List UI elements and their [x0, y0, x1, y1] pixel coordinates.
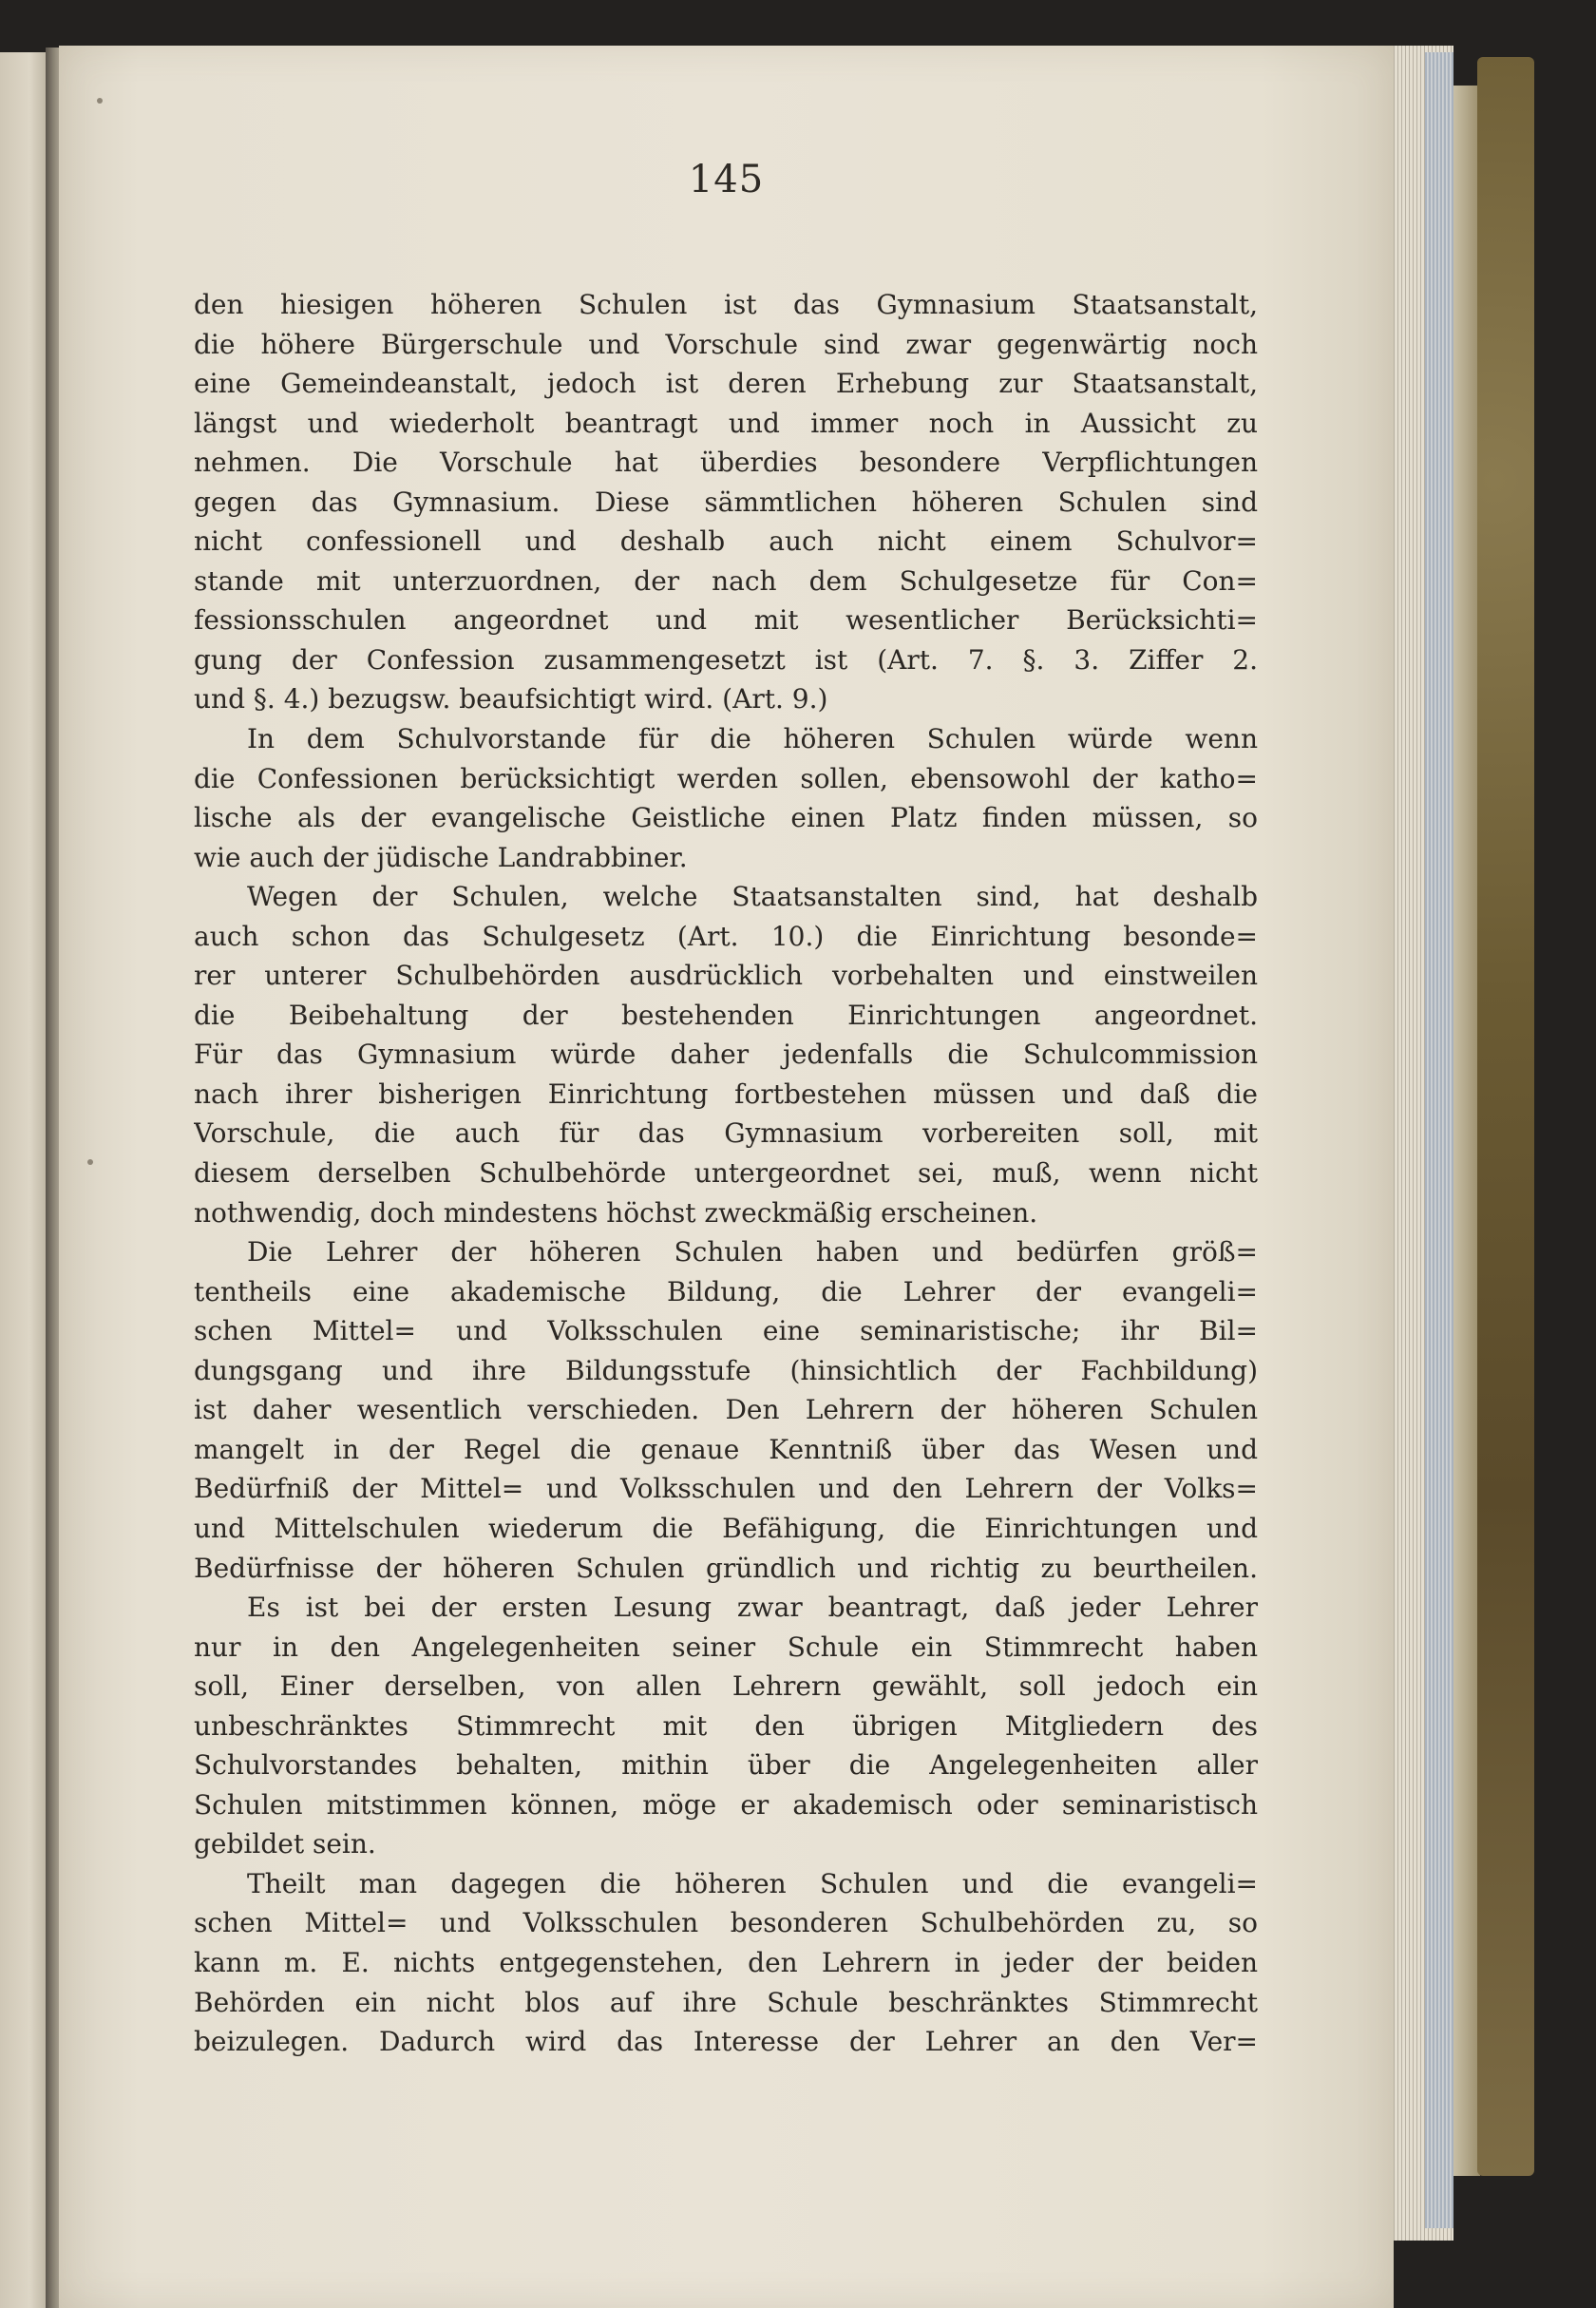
- text-line: ist daher wesentlich verschieden. Den Lehrern der höheren Schulen: [194, 1394, 1258, 1426]
- text-line: längst und wiederholt beantragt und immer noch in Aussicht zu: [194, 407, 1258, 439]
- text-line: Theilt man dagegen die höheren Schulen und die evangeli=: [247, 1867, 1258, 1899]
- left-page-edge: [0, 52, 49, 2308]
- text-line: stande mit unterzuordnen, der nach dem Schulgesetze für Con=: [194, 564, 1258, 597]
- text-line: die Confessionen berücksichtigt werden sollen, ebensowohl der katho=: [194, 762, 1258, 794]
- text-line: nach ihrer bisherigen Einrichtung fortbestehen müssen und daß die: [194, 1078, 1258, 1110]
- text-line: auch schon das Schulgesetz (Art. 10.) die Einrichtung besonde=: [194, 920, 1258, 952]
- body-text: [194, 285, 1258, 2062]
- text-line: Für das Gymnasium würde daher jedenfalls die Schulcommission: [194, 1039, 1258, 1071]
- text-line: diesem derselben Schulbehörde untergeordnet sei, muß, wenn nicht: [194, 1157, 1258, 1190]
- text-line: Behörden ein nicht blos auf ihre Schule beschränktes Stimmrecht: [194, 1986, 1258, 2018]
- page-number: 145: [688, 158, 765, 201]
- text-line: Bedürfniß der Mittel= und Volksschulen und den Lehrern der Volks=: [194, 1473, 1258, 1505]
- text-line: und §. 4.) bezugsw. beaufsichtigt wird. (Art. 9.): [194, 683, 828, 715]
- text-line: fessionsschulen angeordnet und mit wesentlicher Berücksichti=: [194, 604, 1258, 637]
- text-line: soll, Einer derselben, von allen Lehrern gewählt, soll jedoch ein: [194, 1670, 1258, 1703]
- text-line: nicht confessionell und deshalb auch nicht einem Schulvor=: [194, 525, 1258, 558]
- text-line: schen Mittel= und Volksschulen eine seminaristische; ihr Bil=: [194, 1315, 1258, 1347]
- text-line: gebildet sein.: [194, 1828, 376, 1860]
- text-line: Es ist bei der ersten Lesung zwar beantragt, daß jeder Lehrer: [247, 1592, 1258, 1624]
- text-line: eine Gemeindeanstalt, jedoch ist deren Erhebung zur Staatsanstalt,: [194, 368, 1258, 400]
- text-line: kann m. E. nichts entgegenstehen, den Lehrern in jeder der beiden: [194, 1946, 1258, 1978]
- text-line: Bedürfnisse der höheren Schulen gründlich und richtig zu beurtheilen.: [194, 1552, 1258, 1584]
- text-line: Wegen der Schulen, welche Staatsanstalten sind, hat deshalb: [247, 881, 1258, 913]
- text-line: beizulegen. Dadurch wird das Interesse der Lehrer an den Ver=: [194, 2026, 1258, 2058]
- paper-spot: [97, 98, 103, 104]
- text-line: nehmen. Die Vorschule hat überdies besondere Verpflichtungen: [194, 447, 1258, 479]
- book-page: [59, 46, 1394, 2308]
- text-line: tentheils eine akademische Bildung, die Lehrer der evangeli=: [194, 1275, 1258, 1307]
- text-line: den hiesigen höheren Schulen ist das Gymnasium Staatsanstalt,: [194, 289, 1258, 320]
- text-line: Schulen mitstimmen können, möge er akademisch oder seminaristisch: [194, 1788, 1258, 1821]
- text-line: Die Lehrer der höheren Schulen haben und bedürfen größ=: [247, 1236, 1258, 1268]
- marbled-cover: [1477, 57, 1534, 2176]
- text-line: nur in den Angelegenheiten seiner Schule ein Stimmrecht haben: [194, 1631, 1258, 1663]
- text-line: und Mittelschulen wiederum die Befähigung, die Einrichtungen und: [194, 1512, 1258, 1544]
- text-line: rer unterer Schulbehörden ausdrücklich vorbehalten und einstweilen: [194, 960, 1258, 992]
- text-line: wie auch der jüdische Landrabbiner.: [194, 841, 688, 873]
- text-line: unbeschränktes Stimmrecht mit den übrigen Mitgliedern des: [194, 1709, 1258, 1742]
- text-line: In dem Schulvorstande für die höheren Schulen würde wenn: [247, 723, 1258, 755]
- text-line: Vorschule, die auch für das Gymnasium vorbereiten soll, mit: [194, 1117, 1258, 1150]
- text-line: schen Mittel= und Volksschulen besonderen Schulbehörden zu, so: [194, 1907, 1258, 1939]
- text-line: die Beibehaltung der bestehenden Einrichtungen angeordnet.: [194, 999, 1258, 1031]
- text-line: lische als der evangelische Geistliche einen Platz finden müssen, so: [194, 802, 1258, 834]
- cover-board-edge: [1454, 86, 1480, 2176]
- text-line: dungsgang und ihre Bildungsstufe (hinsichtlich der Fachbildung): [194, 1354, 1258, 1386]
- text-line: gegen das Gymnasium. Diese sämmtlichen höheren Schulen sind: [194, 486, 1258, 518]
- page-edges-tinted: [1425, 52, 1454, 2228]
- text-line: die höhere Bürgerschule und Vorschule sind zwar gegenwärtig noch: [194, 328, 1258, 360]
- text-line: gung der Confession zusammengesetzt ist (Art. 7. §. 3. Ziffer 2.: [194, 643, 1258, 676]
- text-line: mangelt in der Regel die genaue Kenntniß über das Wesen und: [194, 1433, 1258, 1465]
- paper-spot: [87, 1159, 93, 1165]
- text-line: nothwendig, doch mindestens höchst zweckmäßig erscheinen.: [194, 1196, 1038, 1229]
- text-line: Schulvorstandes behalten, mithin über die Angelegenheiten aller: [194, 1749, 1258, 1782]
